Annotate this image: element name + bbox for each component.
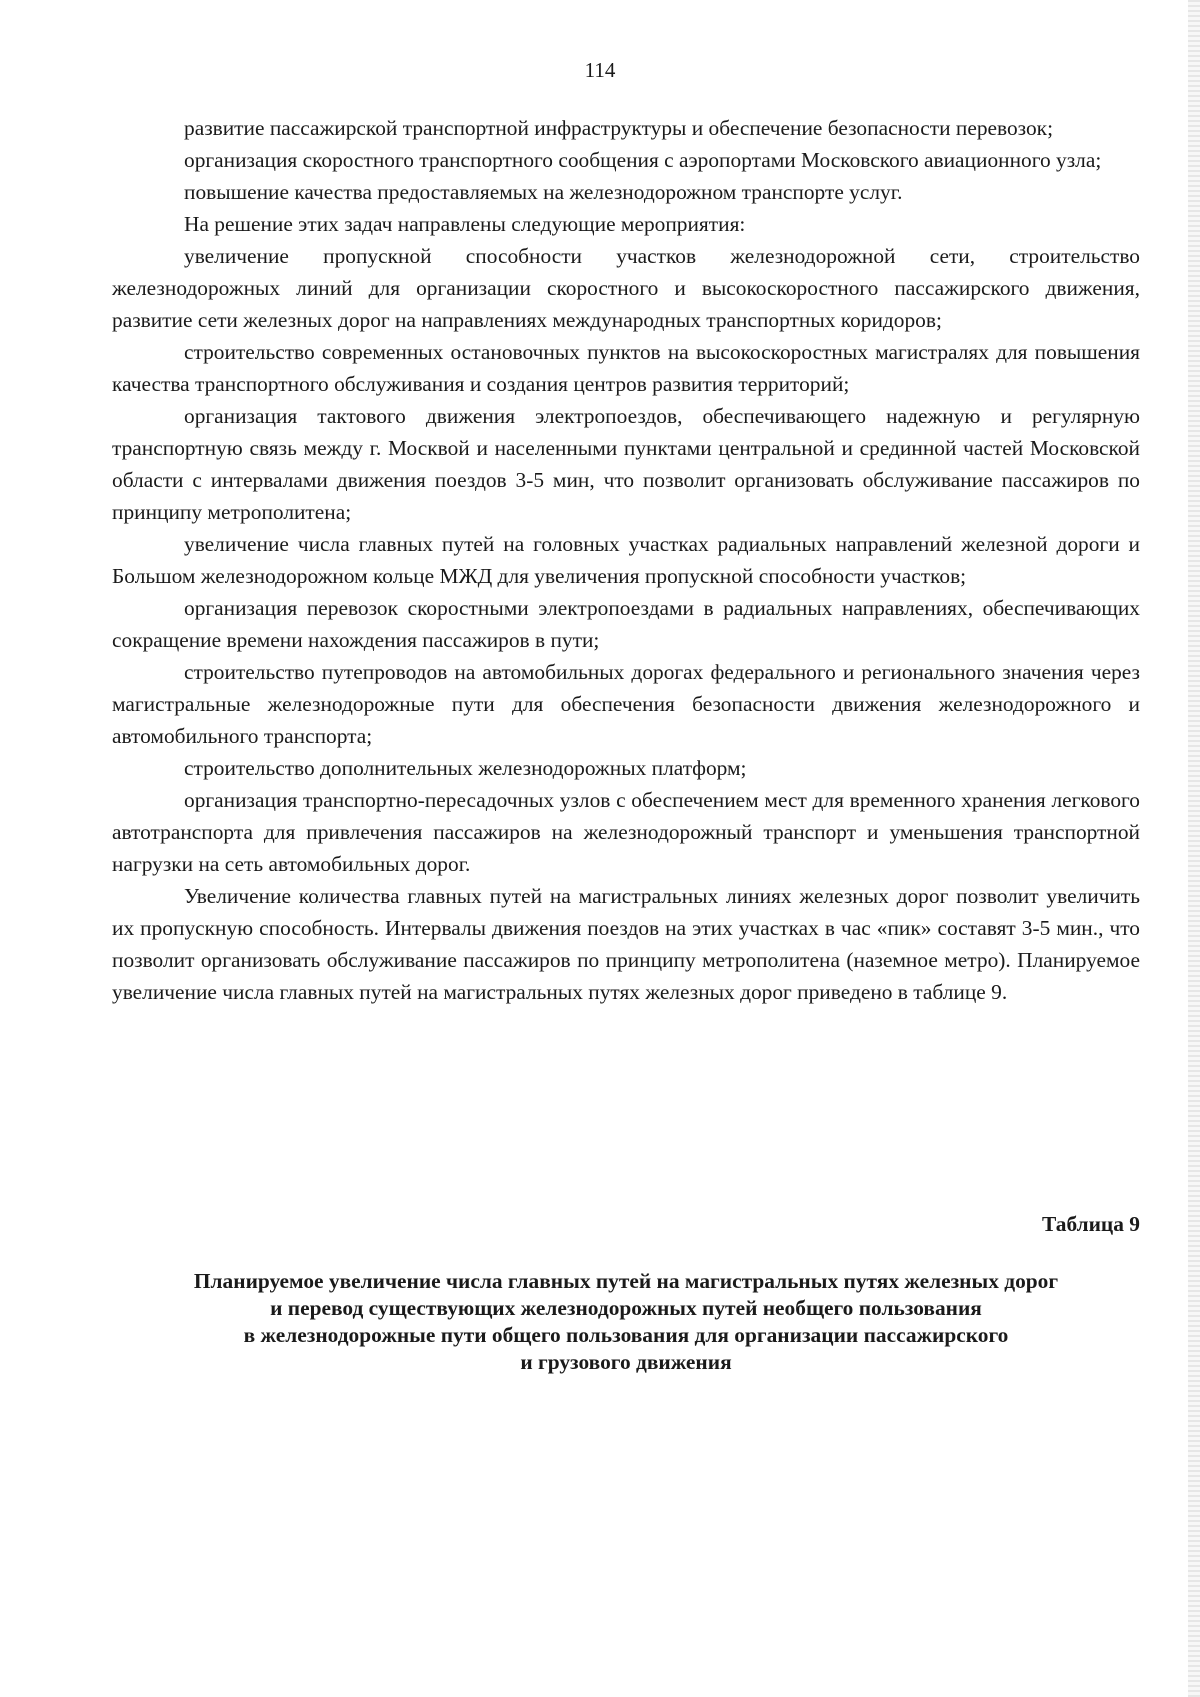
table-title-line: и перевод существующих железнодорожных путей необщего пользования bbox=[270, 1296, 982, 1320]
body-text bbox=[112, 112, 1140, 1008]
paragraph: повышение качества предоставляемых на железнодорожном транспорте услуг. bbox=[184, 180, 903, 204]
table-caption: Таблица 9 bbox=[1042, 1212, 1140, 1236]
table-title bbox=[112, 1268, 1140, 1376]
table-title-line: Планируемое увеличение числа главных путей на магистральных путях железных дорог bbox=[193, 1269, 1059, 1293]
table-title-line: и грузового движения bbox=[520, 1350, 732, 1374]
scan-edge-border bbox=[1188, 0, 1200, 1697]
paragraph: организация тактового движения электропоездов, обеспечивающего надежную и регулярную транспортную связь между г. Москвой и населенными пунктами центральной и срединной частей Московской области с интервалами движения поездов 3-5 мин, что позволит организовать обслуживание пассажиров по принципу метрополитена; bbox=[112, 404, 1140, 524]
paragraph: строительство дополнительных железнодорожных платформ; bbox=[184, 756, 747, 780]
table-title-line: в железнодорожные пути общего пользования для организации пассажирского bbox=[243, 1323, 1009, 1347]
paragraph: На решение этих задач направлены следующие мероприятия: bbox=[184, 212, 746, 236]
paragraph: увеличение числа главных путей на головных участках радиальных направлений железной дороги и Большом железнодорожном кольце МЖД для увеличения пропускной способности участков; bbox=[112, 532, 1140, 588]
paragraph: организация скоростного транспортного сообщения с аэропортами Московского авиационного узла; bbox=[184, 148, 1102, 172]
paragraph: развитие пассажирской транспортной инфраструктуры и обеспечение безопасности перевозок; bbox=[184, 116, 1054, 140]
paragraph: увеличение пропускной способности участков железнодорожной сети, строительство железнодорожных линий для организации скоростного и высокоскоростного пассажирского движения, развитие сети железных дорог на направлениях международных транспортных коридоров; bbox=[112, 244, 1140, 332]
paragraph: организация перевозок скоростными электропоездами в радиальных направлениях, обеспечивающих сокращение времени нахождения пассажиров в пути; bbox=[112, 596, 1140, 652]
paragraph: строительство современных остановочных пунктов на высокоскоростных магистралях для повышения качества транспортного обслуживания и создания центров развития территорий; bbox=[112, 340, 1140, 396]
paragraph: строительство путепроводов на автомобильных дорогах федерального и регионального значения через магистральные железнодорожные пути для обеспечения безопасности движения железнодорожного и автомобильного транспорта; bbox=[112, 660, 1140, 748]
paragraph: Увеличение количества главных путей на магистральных линиях железных дорог позволит увеличить их пропускную способность. Интервалы движения поездов на этих участках в час «пик» составят 3-5 мин., что позволит организовать обслуживание пассажиров по принципу метрополитена (наземное метро). Планируемое увеличение числа главных путей на магистральных путях железных дорог приведено в таблице 9. bbox=[112, 884, 1140, 1004]
page-number: 114 bbox=[584, 58, 616, 82]
paragraph: организация транспортно-пересадочных узлов с обеспечением мест для временного хранения легкового автотранспорта для привлечения пассажиров на железнодорожный транспорт и уменьшения транспортной нагрузки на сеть автомобильных дорог. bbox=[112, 788, 1140, 876]
